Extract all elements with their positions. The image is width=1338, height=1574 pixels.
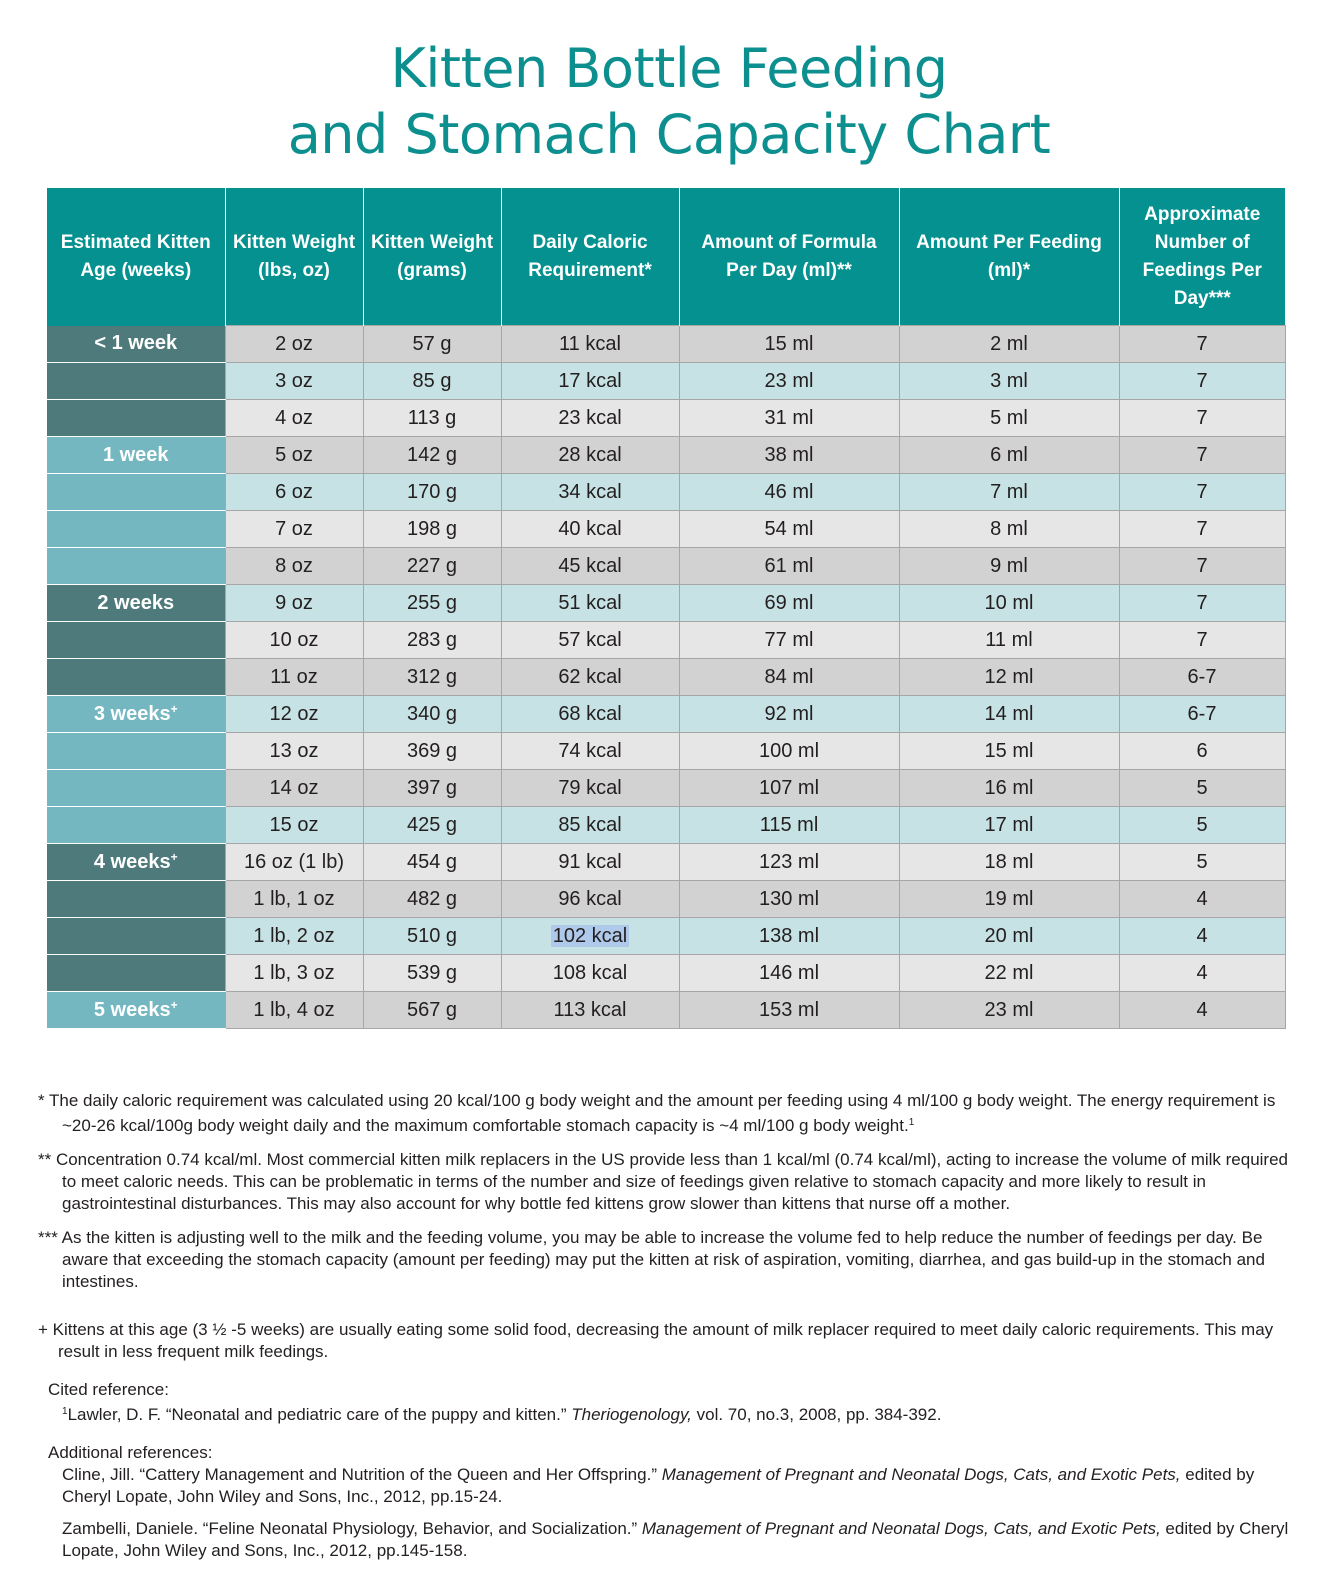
cell-kcal — [501, 955, 679, 992]
cell-value: 92 ml — [764, 702, 814, 725]
header-amount-per-feeding: Amount Per Feeding (ml)* — [899, 188, 1119, 326]
cell-value: 539 g — [406, 961, 458, 984]
cell-grams — [363, 400, 501, 437]
table-row — [47, 659, 1285, 696]
age-group-cell — [47, 474, 225, 511]
cell-lbs — [225, 622, 363, 659]
cell-value: 54 ml — [764, 517, 814, 540]
cell-kcal — [501, 363, 679, 400]
table-row — [47, 770, 1285, 807]
cell-value: 5 — [1196, 776, 1208, 799]
cell-value: 1 lb, 1 oz — [253, 887, 335, 910]
cell-lbs — [225, 918, 363, 955]
cell-lbs — [225, 733, 363, 770]
footnote-concentration: ** Concentration 0.74 kcal/ml. Most commercial kitten milk replacers in the US provide less than 1 kcal/ml (0.74 kcal/ml), acting to increase the volume of milk required to meet caloric needs. This can be problematic in terms of the number and size of feedings given relative to stomach capacity and more likely to result in gastrointestinal disturbances. This may also account for why bottle fed kittens grow slower than kittens that nurse off a mother. — [38, 1150, 1289, 1213]
cell-value: 18 ml — [984, 850, 1034, 873]
cell-feedings — [1119, 437, 1285, 474]
cell-per-feeding — [899, 918, 1119, 955]
cell-feedings — [1119, 881, 1285, 918]
cell-value: 6-7 — [1187, 665, 1217, 688]
cell-kcal — [501, 437, 679, 474]
cell-per-day — [679, 585, 899, 622]
cell-per-feeding — [899, 770, 1119, 807]
footnote-adjusting: *** As the kitten is adjusting well to the milk and the feeding volume, you may be able to increase the volume fed to help reduce the number of feedings per day. Be aware that exceeding the stomach capacity (amount per feeding) may put the kitten at risk of aspiration, vomiting, diarrhea, and gas build-up in the stomach and intestines. — [38, 1228, 1265, 1291]
age-group-text: < 1 week — [94, 332, 178, 355]
table-row — [47, 622, 1285, 659]
cell-value: 3 ml — [990, 369, 1028, 392]
cell-lbs — [225, 992, 363, 1029]
cell-value: 2 ml — [990, 332, 1028, 355]
age-group-cell — [47, 733, 225, 770]
header-feedings-per-day: Approximate Number of Feedings Per Day*** — [1119, 188, 1285, 326]
cell-value: 15 ml — [764, 332, 814, 355]
cell-value: 138 ml — [758, 924, 820, 947]
cell-value: 7 — [1196, 628, 1208, 651]
cell-value: 57 g — [412, 332, 452, 355]
cell-kcal — [501, 807, 679, 844]
age-group-cell — [47, 659, 225, 696]
footnote-solid-food: + Kittens at this age (3 ½ -5 weeks) are usually eating some solid food, decreasing the amount of milk replacer required to meet daily caloric requirements. This may result in less frequent milk feedings. — [38, 1320, 1274, 1361]
cell-kcal — [501, 659, 679, 696]
age-group-cell — [47, 511, 225, 548]
cell-value: 170 g — [406, 480, 458, 503]
cited-reference-heading: Cited reference: — [48, 1380, 169, 1399]
cell-grams — [363, 992, 501, 1029]
cell-grams — [363, 696, 501, 733]
cell-value: 425 g — [406, 813, 458, 836]
cell-value: 108 kcal — [552, 961, 628, 984]
table-row — [47, 881, 1285, 918]
table-row — [47, 511, 1285, 548]
cell-grams — [363, 511, 501, 548]
age-group-cell — [47, 622, 225, 659]
cell-kcal — [501, 733, 679, 770]
cell-per-feeding — [899, 326, 1119, 363]
cell-kcal — [501, 881, 679, 918]
age-group-label — [47, 326, 225, 363]
cell-value: 79 kcal — [558, 776, 622, 799]
cell-value: 84 ml — [764, 665, 814, 688]
cell-per-feeding — [899, 733, 1119, 770]
cell-lbs — [225, 363, 363, 400]
age-group-cell — [47, 548, 225, 585]
cell-per-day — [679, 437, 899, 474]
cell-value: 51 kcal — [558, 591, 622, 614]
cell-lbs — [225, 400, 363, 437]
cell-feedings — [1119, 511, 1285, 548]
cell-value: 68 kcal — [558, 702, 622, 725]
cell-value: 34 kcal — [558, 480, 622, 503]
cell-grams — [363, 437, 501, 474]
cell-per-feeding — [899, 696, 1119, 733]
table-row — [47, 363, 1285, 400]
cell-kcal — [501, 918, 679, 955]
footnotes — [38, 1090, 1298, 1572]
title-line-1: Kitten Bottle Feeding — [390, 37, 948, 100]
cell-value: 16 oz (1 lb) — [243, 850, 345, 873]
age-group-label — [47, 437, 225, 474]
cell-value: 113 kcal — [553, 998, 627, 1021]
cell-value: 85 g — [412, 369, 452, 392]
cell-value: 146 ml — [758, 961, 820, 984]
cell-per-feeding — [899, 363, 1119, 400]
cell-per-feeding — [899, 585, 1119, 622]
cell-value: 74 kcal — [558, 739, 622, 762]
cell-value: 107 ml — [758, 776, 820, 799]
cell-lbs — [225, 326, 363, 363]
cell-per-feeding — [899, 844, 1119, 881]
cell-feedings — [1119, 622, 1285, 659]
cell-feedings — [1119, 474, 1285, 511]
footnote-caloric: * The daily caloric requirement was calculated using 20 kcal/100 g body weight and the amount per feeding using 4 ml/100 g body weight. The energy requirement is ~20-26 kcal/100g body weight daily and the maximum comfortable stomach capacity is ~4 ml/100 g body weight.$^1$ — [38, 1091, 1276, 1135]
cell-value: 6 — [1196, 739, 1208, 762]
table-row — [47, 400, 1285, 437]
cell-feedings — [1119, 918, 1285, 955]
cell-value: 12 ml — [984, 665, 1034, 688]
cell-value: 2 oz — [275, 332, 313, 355]
cell-per-feeding — [899, 511, 1119, 548]
cell-value: 19 ml — [984, 887, 1034, 910]
cell-per-day — [679, 955, 899, 992]
cell-value: 8 oz — [275, 554, 313, 577]
cell-value: 5 ml — [990, 406, 1028, 429]
cell-grams — [363, 659, 501, 696]
cell-value: 20 ml — [984, 924, 1034, 947]
table-row — [47, 585, 1285, 622]
age-group-cell — [47, 363, 225, 400]
cell-grams — [363, 770, 501, 807]
table-row — [47, 844, 1285, 881]
cell-per-day — [679, 511, 899, 548]
cell-value: 397 g — [406, 776, 458, 799]
cell-value: 142 g — [406, 443, 458, 466]
cell-lbs — [225, 770, 363, 807]
cell-kcal — [501, 548, 679, 585]
cell-per-feeding — [899, 659, 1119, 696]
header-weight-grams: Kitten Weight (grams) — [363, 188, 501, 326]
cell-feedings — [1119, 696, 1285, 733]
cell-value: 8 ml — [990, 517, 1028, 540]
table-row — [47, 918, 1285, 955]
cell-value: 23 ml — [764, 369, 814, 392]
cell-value: 5 — [1196, 850, 1208, 873]
cell-value: 255 g — [406, 591, 458, 614]
cell-value: 22 ml — [984, 961, 1034, 984]
cell-value: 7 — [1196, 369, 1208, 392]
table-row — [47, 437, 1285, 474]
cell-value: 100 ml — [758, 739, 820, 762]
cell-value: 23 ml — [984, 998, 1034, 1021]
cell-value: 77 ml — [764, 628, 814, 651]
cell-grams — [363, 585, 501, 622]
cell-value: 130 ml — [758, 887, 820, 910]
cell-value: 5 oz — [275, 443, 313, 466]
header-weight-lbs: Kitten Weight (lbs, oz) — [225, 188, 363, 326]
cell-feedings — [1119, 844, 1285, 881]
cell-feedings — [1119, 770, 1285, 807]
cell-value: 23 kcal — [558, 406, 622, 429]
cell-value: 38 ml — [764, 443, 814, 466]
cell-per-feeding — [899, 474, 1119, 511]
cell-per-feeding — [899, 400, 1119, 437]
cell-per-day — [679, 918, 899, 955]
age-group-cell — [47, 807, 225, 844]
cell-per-day — [679, 363, 899, 400]
cell-value: 69 ml — [764, 591, 814, 614]
cell-lbs — [225, 511, 363, 548]
age-group-label — [47, 992, 225, 1029]
cell-per-feeding — [899, 622, 1119, 659]
cell-kcal — [501, 400, 679, 437]
cell-kcal — [501, 622, 679, 659]
cell-feedings — [1119, 585, 1285, 622]
cell-kcal — [501, 511, 679, 548]
cell-value: 85 kcal — [558, 813, 622, 836]
age-group-label — [47, 585, 225, 622]
cell-feedings — [1119, 400, 1285, 437]
cell-value: 61 ml — [764, 554, 814, 577]
age-group-label — [47, 844, 225, 881]
cell-value: 11 ml — [985, 628, 1033, 651]
cell-value: 7 — [1196, 480, 1208, 503]
cell-per-day — [679, 733, 899, 770]
cell-value: 113 g — [407, 406, 457, 429]
cell-value: 31 ml — [764, 406, 814, 429]
cell-grams — [363, 548, 501, 585]
cell-grams — [363, 881, 501, 918]
header-caloric: Daily Caloric Requirement* — [501, 188, 679, 326]
cell-value: 7 — [1196, 443, 1208, 466]
cell-grams — [363, 733, 501, 770]
cell-value: 7 ml — [990, 480, 1028, 503]
cell-value: 312 g — [406, 665, 458, 688]
age-group-text: 2 weeks — [97, 591, 175, 614]
cell-value: 28 kcal — [558, 443, 622, 466]
cell-per-day — [679, 548, 899, 585]
cell-value: 198 g — [406, 517, 458, 540]
age-group-text: 3 weeks — [93, 703, 171, 725]
cell-value: 227 g — [406, 554, 458, 577]
title-line-2: and Stomach Capacity Chart — [287, 103, 1051, 166]
table-row — [47, 992, 1285, 1029]
cell-value: 4 — [1196, 961, 1208, 984]
age-group-cell — [47, 918, 225, 955]
cell-per-feeding — [899, 881, 1119, 918]
age-group-plus-marker: + — [170, 702, 178, 716]
cell-per-day — [679, 881, 899, 918]
cell-value: 1 lb, 4 oz — [253, 998, 335, 1021]
cell-value: 9 oz — [275, 591, 313, 614]
cell-kcal — [501, 326, 679, 363]
cell-value: 9 ml — [990, 554, 1028, 577]
cell-kcal — [501, 696, 679, 733]
cell-value: 14 ml — [984, 702, 1034, 725]
additional-references-heading: Additional references: — [48, 1443, 213, 1462]
table-row — [47, 955, 1285, 992]
cell-value: 46 ml — [764, 480, 814, 503]
cell-kcal — [501, 992, 679, 1029]
age-group-cell — [47, 955, 225, 992]
cell-lbs — [225, 696, 363, 733]
cell-value: 369 g — [406, 739, 458, 762]
cell-value: 11 kcal — [559, 332, 621, 355]
cell-value: 4 — [1196, 924, 1208, 947]
cell-grams — [363, 474, 501, 511]
cell-value: 4 — [1196, 998, 1208, 1021]
cell-value: 482 g — [406, 887, 458, 910]
cell-per-day — [679, 696, 899, 733]
table-header-row — [47, 188, 1285, 326]
cell-value: 153 ml — [758, 998, 820, 1021]
cell-value: 57 kcal — [558, 628, 622, 651]
cell-value: 13 oz — [269, 739, 319, 762]
cell-per-day — [679, 474, 899, 511]
cell-grams — [363, 844, 501, 881]
cell-per-feeding — [899, 955, 1119, 992]
age-group-text: 5 weeks — [93, 999, 171, 1021]
cell-value: 7 — [1196, 406, 1208, 429]
cell-value: 7 — [1196, 591, 1208, 614]
age-group-plus-marker: + — [170, 850, 178, 864]
cell-kcal — [501, 585, 679, 622]
cell-grams — [363, 918, 501, 955]
cell-kcal — [501, 474, 679, 511]
cell-feedings — [1119, 548, 1285, 585]
cell-per-day — [679, 622, 899, 659]
cell-per-feeding — [899, 548, 1119, 585]
cell-value: 4 — [1196, 887, 1208, 910]
cell-feedings — [1119, 955, 1285, 992]
cell-value: 5 — [1196, 813, 1208, 836]
cell-value: 62 kcal — [558, 665, 622, 688]
cell-value: 16 ml — [984, 776, 1034, 799]
table-row — [47, 474, 1285, 511]
cell-value: 454 g — [406, 850, 458, 873]
cell-value: 10 oz — [269, 628, 319, 651]
cell-grams — [363, 807, 501, 844]
cell-kcal — [501, 844, 679, 881]
age-group-cell — [47, 881, 225, 918]
cell-per-day — [679, 400, 899, 437]
cell-value: 340 g — [406, 702, 458, 725]
cell-feedings — [1119, 733, 1285, 770]
table-row — [47, 326, 1285, 363]
age-group-text: 4 weeks — [93, 851, 171, 873]
cell-value: 283 g — [406, 628, 458, 651]
cell-value: 7 — [1196, 332, 1208, 355]
cell-lbs — [225, 807, 363, 844]
additional-reference-2: Zambelli, Daniele. “Feline Neonatal Physiology, Behavior, and Socialization.” Management of Pregnant and Neonatal Dogs, Cats, and Exotic Pets, edited by Cheryl Lopate, John Wiley and Sons, Inc., 2012, pp.145-158. — [62, 1519, 1289, 1560]
cell-value: 12 oz — [269, 702, 319, 725]
cell-grams — [363, 363, 501, 400]
cell-per-feeding — [899, 807, 1119, 844]
cell-value: 45 kcal — [558, 554, 622, 577]
table-row — [47, 733, 1285, 770]
cell-per-day — [679, 844, 899, 881]
cell-value: 7 — [1196, 517, 1208, 540]
cell-value: 7 oz — [275, 517, 313, 540]
cell-value: 1 lb, 2 oz — [253, 924, 335, 947]
cell-value: 6 ml — [990, 443, 1028, 466]
cell-value: 123 ml — [758, 850, 820, 873]
cell-lbs — [225, 548, 363, 585]
cell-value: 3 oz — [275, 369, 313, 392]
cell-value: 10 ml — [984, 591, 1034, 614]
cell-feedings — [1119, 659, 1285, 696]
cell-per-day — [679, 807, 899, 844]
cell-per-day — [679, 326, 899, 363]
feeding-chart-table — [47, 188, 1286, 1029]
cell-per-feeding — [899, 992, 1119, 1029]
cell-lbs — [225, 437, 363, 474]
cell-feedings — [1119, 326, 1285, 363]
table-row — [47, 807, 1285, 844]
cited-reference: $^1$Lawler, D. F. “Neonatal and pediatric care of the puppy and kitten.” Theriogenology, vol. 70, no.3, 2008, pp. 384-392. — [62, 1405, 942, 1424]
cell-lbs — [225, 844, 363, 881]
cell-value: 14 oz — [269, 776, 319, 799]
cell-feedings — [1119, 363, 1285, 400]
cell-value: 17 kcal — [558, 369, 622, 392]
cell-kcal — [501, 770, 679, 807]
cell-value: 17 ml — [984, 813, 1034, 836]
additional-reference-1: Cline, Jill. “Cattery Management and Nutrition of the Queen and Her Offspring.” Management of Pregnant and Neonatal Dogs, Cats, and Exotic Pets, edited by Cheryl Lopate, John Wiley and Sons, Inc., 2012, pp.15-24. — [62, 1465, 1255, 1506]
age-group-plus-marker: + — [170, 998, 178, 1012]
cell-value: 40 kcal — [558, 517, 622, 540]
cell-grams — [363, 622, 501, 659]
table-row — [47, 696, 1285, 733]
cell-per-day — [679, 659, 899, 696]
cell-per-day — [679, 992, 899, 1029]
cell-value: 567 g — [406, 998, 458, 1021]
cell-value: 96 kcal — [558, 887, 622, 910]
cell-lbs — [225, 585, 363, 622]
header-age: Estimated Kitten Age (weeks) — [47, 188, 225, 326]
cell-lbs — [225, 881, 363, 918]
age-group-label — [47, 696, 225, 733]
cell-per-day — [679, 770, 899, 807]
cell-value: 102 kcal — [552, 924, 628, 947]
cell-value: 115 ml — [759, 813, 819, 836]
cell-lbs — [225, 474, 363, 511]
age-group-cell — [47, 400, 225, 437]
cell-lbs — [225, 659, 363, 696]
cell-value: 510 g — [406, 924, 458, 947]
page-title — [0, 36, 1338, 168]
table-row — [47, 548, 1285, 585]
cell-grams — [363, 955, 501, 992]
cell-value: 1 lb, 3 oz — [253, 961, 335, 984]
cell-value: 6 oz — [275, 480, 313, 503]
cell-lbs — [225, 955, 363, 992]
cell-value: 7 — [1196, 554, 1208, 577]
cell-value: 91 kcal — [558, 850, 622, 873]
cell-value: 15 ml — [984, 739, 1034, 762]
cell-value: 11 oz — [270, 665, 318, 688]
header-formula-per-day: Amount of Formula Per Day (ml)** — [679, 188, 899, 326]
cell-grams — [363, 326, 501, 363]
cell-feedings — [1119, 992, 1285, 1029]
cell-value: 6-7 — [1187, 702, 1217, 725]
cell-value: 4 oz — [275, 406, 313, 429]
age-group-cell — [47, 770, 225, 807]
cell-per-feeding — [899, 437, 1119, 474]
age-group-text: 1 week — [102, 443, 169, 466]
cell-feedings — [1119, 807, 1285, 844]
cell-value: 15 oz — [269, 813, 319, 836]
